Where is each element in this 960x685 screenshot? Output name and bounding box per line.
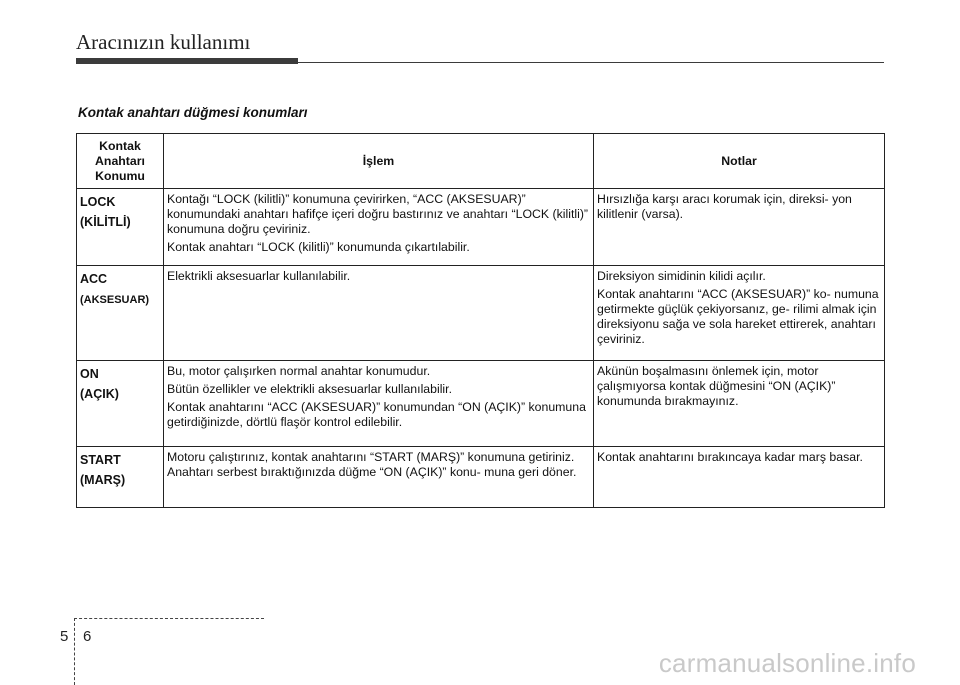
position-translation: (AÇIK): [80, 387, 119, 401]
operation-cell: [164, 361, 594, 447]
header-position-line: Kontak: [99, 138, 141, 153]
position-name: LOCK: [80, 195, 116, 209]
header-rule-thick: [76, 58, 298, 64]
operation-text: Elektrikli aksesuarlar kullanılabilir.: [167, 269, 351, 283]
notes-text: Kontak anahtarını “ACC (AKSESUAR)” ko- numuna getirmekte güçlük çekiyorsanız, ge- rilimi almak için direksiyonu sağa ve sola hareket ettirerek, anahtarı çeviriniz.: [597, 287, 879, 346]
position-name: ON: [80, 367, 99, 381]
notes-text: Hırsızlığa karşı aracı korumak için, direksi- yon kilitlenir (varsa).: [597, 192, 852, 221]
position-translation: (KİLİTLİ): [80, 215, 131, 229]
table-row: [77, 266, 885, 361]
operation-cell: [164, 447, 594, 508]
table-row: [77, 361, 885, 447]
notes-text: Direksiyon simidinin kilidi açılır.: [597, 269, 766, 283]
footer-dashed-divider: [74, 618, 75, 685]
notes-cell: [594, 447, 885, 508]
position-cell: [77, 189, 164, 266]
table-row: [77, 189, 885, 266]
notes-cell: [594, 189, 885, 266]
operation-cell: [164, 266, 594, 361]
page-number: 6: [83, 628, 92, 645]
notes-cell: [594, 266, 885, 361]
footer-dashed-rule: [74, 618, 264, 619]
header-notes: Notlar: [594, 134, 885, 189]
operation-text: Bu, motor çalışırken normal anahtar konumudur.: [167, 364, 431, 378]
table-row: [77, 447, 885, 508]
position-name: START: [80, 453, 121, 467]
watermark: carmanualsonline.info: [658, 648, 916, 678]
position-translation: (MARŞ): [80, 473, 126, 487]
header-position-line: Anahtarı: [95, 153, 145, 168]
header-operation: İşlem: [164, 134, 594, 189]
position-cell: [77, 447, 164, 508]
position-translation: (AKSESUAR): [80, 294, 150, 306]
section-title: Kontak anahtarı düğmesi konumları: [78, 105, 308, 120]
header-rule-thin: [298, 62, 884, 63]
operation-text: Kontak anahtarı “LOCK (kilitli)” konumunda çıkartılabilir.: [167, 240, 470, 254]
notes-text: Akünün boşalmasını önlemek için, motor çalışmıyorsa kontak düğmesini “ON (AÇIK)” konumunda bırakmayınız.: [597, 364, 836, 408]
page-section-number: 5: [60, 628, 69, 645]
operation-text: Kontak anahtarını “ACC (AKSESUAR)” konumundan “ON (AÇIK)” konumuna getirdiğinizde, dörtlü flaşör kontrol edilebilir.: [167, 400, 586, 429]
header-position: [77, 134, 164, 189]
table-header-row: [77, 134, 885, 189]
notes-text: Kontak anahtarını bırakıncaya kadar marş basar.: [597, 450, 863, 464]
operation-cell: [164, 189, 594, 266]
position-cell: [77, 266, 164, 361]
key-positions-table: [76, 133, 885, 508]
chapter-title: Aracınızın kullanımı: [76, 30, 251, 54]
notes-cell: [594, 361, 885, 447]
header-position-line: Konumu: [95, 168, 145, 183]
operation-text: Motoru çalıştırınız, kontak anahtarını “START (MARŞ)” konumuna getiriniz. Anahtarı serbest bıraktığınızda düğme “ON (AÇIK)” konu- muna geri döner.: [167, 450, 577, 479]
position-name: ACC: [80, 272, 108, 286]
operation-text: Bütün özellikler ve elektrikli aksesuarlar kullanılabilir.: [167, 382, 453, 396]
position-cell: [77, 361, 164, 447]
operation-text: Kontağı “LOCK (kilitli)” konumuna çevirirken, “ACC (AKSESUAR)” konumundaki anahtarı hafifçe içeri doğru bastırınız ve anahtarı “LOCK (kilitli)” konumuna doğru çeviriniz.: [167, 192, 589, 236]
